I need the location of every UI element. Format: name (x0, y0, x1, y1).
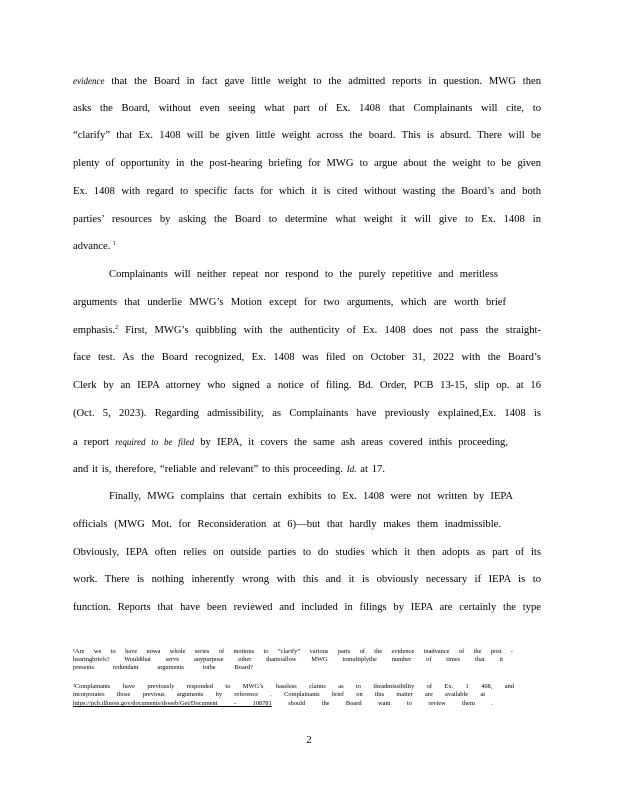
body-line-14 (73, 435, 508, 450)
body-line-17: officials (MWG Mot. for Reconsideration at 6)—but that hardly makes them inadmissible. (73, 519, 501, 530)
line-text: that the Board in fact gave little weight to the admitted reports in question. MWG then (104, 76, 541, 87)
line-text: emphasis. (73, 325, 116, 336)
body-line-20: function. Reports that have been reviewed and included in filings by IEPA are certainly the type (73, 602, 541, 613)
body-line-4: plenty of opportunity in the post-hearing briefing for MWG to argue about the weight to be given (73, 158, 541, 169)
document-link[interactable]: https://pcb.illinois.gov/documents/dsweb/Get/Document - 108781 (73, 700, 272, 707)
line-text: at 17. (356, 464, 385, 475)
body-line-16: Finally, MWG complains that certain exhibits to Ex. 1408 were not written by IEPA (109, 491, 513, 502)
footnote-separator (73, 645, 74, 646)
page-number: 2 (306, 735, 312, 746)
body-line-8: Complainants will neither repeat nor respond to the purely repetitive and meritless (109, 269, 498, 280)
line-text: by IEPA, it covers the same ash areas covered inthis proceeding, (194, 437, 508, 448)
footnote-1-line-3: presents redundant arguments tothe Board? (73, 664, 253, 671)
body-line-3: “clarify” that Ex. 1408 will be given little weight across the board. This is absurd. There will be (73, 130, 541, 141)
body-line-18: Obviously, IEPA often relies on outside parties to do studies which it then adopts as part of its (73, 547, 541, 558)
line-text: a report (73, 437, 116, 448)
body-line-15 (73, 462, 385, 477)
body-line-6: parties’ resources by asking the Board to determine what weight it will give to Ex. 1408 in (73, 214, 541, 225)
body-line-19: work. There is nothing inherently wrong with this and it is obviously necessary if IEPA is to (73, 574, 541, 585)
line-text: and it is, therefore, “reliable and relevant” to this proceeding. (73, 464, 347, 475)
line-text: advance. (73, 241, 111, 252)
footnote-1-line-2: hearingbriefs? Wouldthat serve anypurpose other thantoallow MWG tomultiplythe number of times that it (73, 656, 503, 663)
footnote-2-line-2: incorporates those previous arguments by reference . Complainants brief on this matter are available at (73, 691, 485, 698)
footnote-ref-1[interactable]: 1 (113, 241, 117, 247)
footnote-text: should the Board want to review them . (271, 700, 493, 707)
body-line-12: Clerk by an IEPA attorney who signed a notice of filing. Bd. Order, PCB 13-15, slip op. at 16 (73, 380, 541, 391)
body-line-9: arguments that underlie MWG’s Motion except for two arguments, which are worth brief (73, 297, 506, 308)
body-line-1 (73, 74, 541, 89)
footnote-ref-2[interactable]: 2 (115, 325, 119, 331)
body-line-7 (73, 240, 541, 254)
footnote-2-line-1: ²Complainants have previously responded to MWG’s baseless claims as to theadmissibility of Ex. 1 408, and (73, 683, 514, 690)
line-text: First, MWG’s quibbling with the authenticity of Ex. 1408 does not pass the straight- (118, 325, 541, 336)
italic-text: evidence (73, 76, 105, 86)
body-line-11: face test. As the Board recognized, Ex. 1408 was filed on October 31, 2022 with the Board’s (73, 352, 541, 363)
footnote-2-line-3 (73, 700, 493, 708)
body-line-5: Ex. 1408 with regard to specific facts for which it is cited without wasting the Board’s and both (73, 186, 541, 197)
body-line-13: (Oct. 5, 2023). Regarding admissibility, as Complainants have previously explained,Ex. 1408 is (73, 408, 541, 419)
body-line-10 (73, 324, 541, 338)
footnote-1-line-1: ¹Are we to have nowa whole series of motions to “clarify” various parts of the evidence inadvance of the post - (73, 648, 513, 655)
body-line-2: asks the Board, without even seeing what part of Ex. 1408 that Complainants will cite, to (73, 103, 541, 114)
italic-text: required to be filed (115, 437, 195, 447)
italic-text: Id. (346, 464, 357, 474)
